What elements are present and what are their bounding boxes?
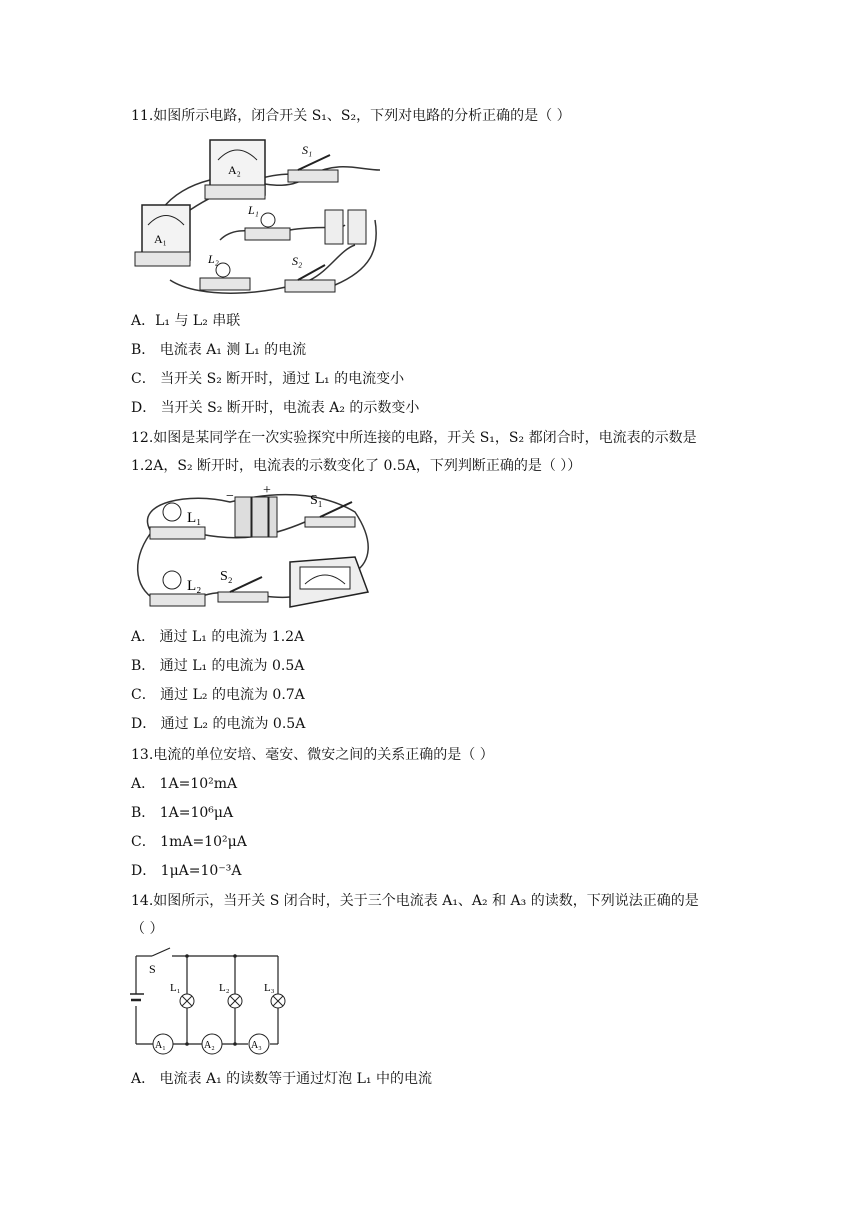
label-s: S bbox=[149, 962, 156, 976]
switch-s2-icon bbox=[218, 569, 268, 602]
q13-option-d[interactable]: D． 1μA=10⁻³A bbox=[131, 863, 242, 879]
label-l3: L₃ bbox=[264, 982, 275, 994]
battery-icon bbox=[226, 483, 277, 537]
q13-option-b[interactable]: B． 1A=10⁶μA bbox=[131, 805, 234, 821]
svg-text:A₁: A₁ bbox=[155, 1040, 166, 1051]
label-a2: A₂ bbox=[228, 163, 241, 177]
lamp-l2-icon bbox=[200, 252, 250, 290]
q11-circuit-figure bbox=[130, 130, 390, 300]
q11-option-a[interactable]: A．L₁ 与 L₂ 串联 bbox=[131, 313, 241, 329]
svg-text:A₃: A₃ bbox=[251, 1040, 262, 1051]
q11-option-c[interactable]: C． 当开关 S₂ 断开时，通过 L₁ 的电流变小 bbox=[131, 371, 405, 387]
lamp-l1-icon bbox=[150, 503, 205, 539]
q13-option-c[interactable]: C． 1mA=10²μA bbox=[131, 834, 247, 850]
q14-option-a[interactable]: A． 电流表 A₁ 的读数等于通过灯泡 L₁ 中的电流 bbox=[131, 1071, 432, 1087]
label-s2: S₂ bbox=[292, 254, 303, 268]
q14-circuit-figure bbox=[130, 944, 300, 1059]
q12-option-b[interactable]: B． 通过 L₁ 的电流为 0.5A bbox=[131, 658, 305, 674]
q12-option-a[interactable]: A． 通过 L₁ 的电流为 1.2A bbox=[131, 629, 305, 645]
ammeter-a2-icon bbox=[202, 1034, 222, 1054]
label-l1: L₁ bbox=[187, 510, 202, 526]
ammeter-a1-icon bbox=[153, 1034, 173, 1054]
q12-circuit-figure bbox=[130, 482, 375, 617]
q12-option-d[interactable]: D． 通过 L₂ 的电流为 0.5A bbox=[131, 716, 306, 732]
lamp-l2-icon bbox=[228, 994, 242, 1008]
q11-stem: 11.如图所示电路，闭合开关 S₁、S₂，下列对电路的分析正确的是（ ） bbox=[131, 108, 571, 124]
switch-s1-icon bbox=[288, 143, 338, 182]
q12-stem-line1: 12.如图是某同学在一次实验探究中所连接的电路，开关 S₁，S₂ 都闭合时，电流表的示数是 bbox=[131, 430, 697, 446]
q14-stem-line2: （ ） bbox=[131, 921, 164, 937]
label-s2: S₂ bbox=[220, 569, 233, 584]
label-l1: L₁ bbox=[170, 982, 181, 994]
q13-stem: 13.电流的单位安培、毫安、微安之间的关系正确的是（ ） bbox=[131, 747, 494, 763]
label-l1: L₁ bbox=[248, 203, 259, 217]
ammeter-icon bbox=[290, 557, 368, 607]
q11-option-d[interactable]: D． 当开关 S₂ 断开时，电流表 A₂ 的示数变小 bbox=[131, 400, 420, 416]
label-plus: + bbox=[263, 483, 271, 498]
label-a1: A₁ bbox=[154, 232, 167, 246]
q12-stem-line2: 1.2A，S₂ 断开时，电流表的示数变化了 0.5A，下列判断正确的是（ ）） bbox=[131, 458, 582, 474]
switch-s2-icon bbox=[285, 254, 335, 292]
label-l2: L₂ bbox=[208, 252, 219, 266]
label-s1: S₁ bbox=[310, 493, 323, 508]
q11-option-b[interactable]: B． 电流表 A₁ 测 L₁ 的电流 bbox=[131, 342, 307, 358]
svg-text:A₂: A₂ bbox=[204, 1040, 215, 1051]
battery-icon bbox=[325, 210, 366, 244]
q14-stem-line1: 14.如图所示，当开关 S 闭合时，关于三个电流表 A₁、A₂ 和 A₃ 的读数，下列说法正确的是 bbox=[131, 893, 699, 909]
label-minus: − bbox=[226, 489, 234, 504]
label-s1: S₁ bbox=[302, 143, 313, 157]
ammeter-a1-icon bbox=[135, 205, 190, 266]
lamp-l1-icon bbox=[180, 994, 194, 1008]
lamp-l3-icon bbox=[271, 994, 285, 1008]
ammeter-a2-icon bbox=[205, 140, 265, 199]
lamp-l1-icon bbox=[245, 203, 290, 240]
lamp-l2-icon bbox=[150, 571, 205, 606]
ammeter-a3-icon bbox=[249, 1034, 269, 1054]
label-l2: L₂ bbox=[219, 982, 230, 994]
q13-option-a[interactable]: A． 1A=10²mA bbox=[131, 776, 238, 792]
label-l2: L₂ bbox=[187, 578, 202, 594]
switch-s1-icon bbox=[305, 493, 355, 527]
q12-option-c[interactable]: C． 通过 L₂ 的电流为 0.7A bbox=[131, 687, 305, 703]
